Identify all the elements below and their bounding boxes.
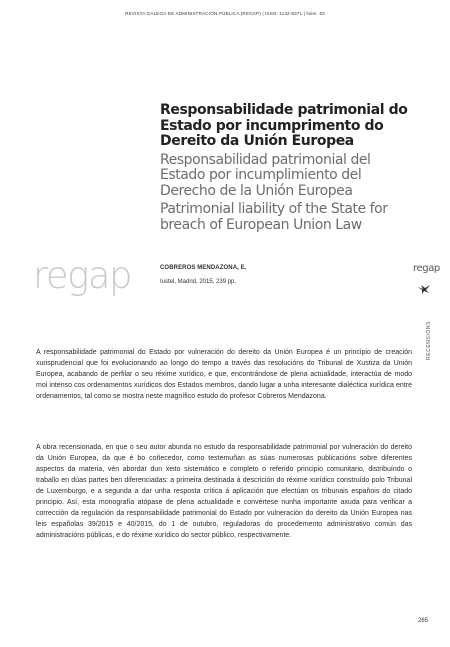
title-spanish: Responsabilidad patrimonial del Estado por incumplimiento del Derecho de la Unión Europea (160, 151, 371, 199)
section-label: RECENSIÓNS (426, 320, 432, 360)
regap-logo: regap (33, 254, 132, 297)
side-logo: regap (413, 263, 440, 274)
title-english: Patrimonial liability of the State for breach of European Union Law (160, 201, 388, 233)
title-galician: Responsabilidade patrimonial do Estado por incumprimento do Dereito da Unión Europea (160, 102, 408, 149)
page-number: 265 (418, 618, 429, 624)
journal-header: REVISTA GALEGA DE ADMINISTRACIÓN PÚBLICA (REGAP) | ISSN: 1132-8371 | Núm. 53 (125, 11, 325, 16)
body-paragraph: A obra recensionada, en que o seu autor abunda no estudo da responsabilidade patrimonial por vulneración do dereito da Unión Europea, da que é bo coñecedor, como testemuñan as súas numerosas publicacións sobre diferentes aspectos da materia, vén abordar dun xeito sistemático e completo o referido principio comunitario, distribuíndo o traballo en dúas partes ben diferenciadas: a primeira destinada á descrición do réxime xurídico construído polo Tribunal de Luxemburgo, e a segunda a dar unha resposta crítica á aplicación que efectúan os tribunais españois do citado principio. Así, esta monografía atópase de plena actualidade e convértese nunha importante axuda para verificar a corrección da regulación da responsabilidade patrimonial do Estado por vulneración do dereito da Unión Europea nas leis españolas 39/2015 e 40/2015, do 1 de outubro, reguladoras do procedemento administrativo común das administracións públicas, e do réxime xurídico do sector público, respectivamente. (36, 444, 412, 539)
body-paragraph: A responsabilidade patrimonial do Estado por vulneración do dereito da Unión Europea é un principio de creación xurisprudencial que foi evolucionando ao longo do tempo a través das resolucións do Tribunal de Xustiza da Unión Europea, acabando de perfilar o seu réxime xurídico, e que, encontrándose de plena actualidade, interactúa de modo moi intenso cos ordenamentos xurídicos dos Estados membros, dando lugar a unha interesante dialéctica xurídica entre ordenamentos, tal como se mostra neste magnífico estudo do profesor Cobreros Mendazona. (36, 349, 412, 400)
emblem-icon (417, 282, 431, 300)
book-publication: Iustel, Madrid, 2015, 239 pp. (160, 279, 237, 285)
title-block (160, 103, 410, 233)
book-author: COBREROS MENDAZONA, E. (160, 265, 247, 271)
